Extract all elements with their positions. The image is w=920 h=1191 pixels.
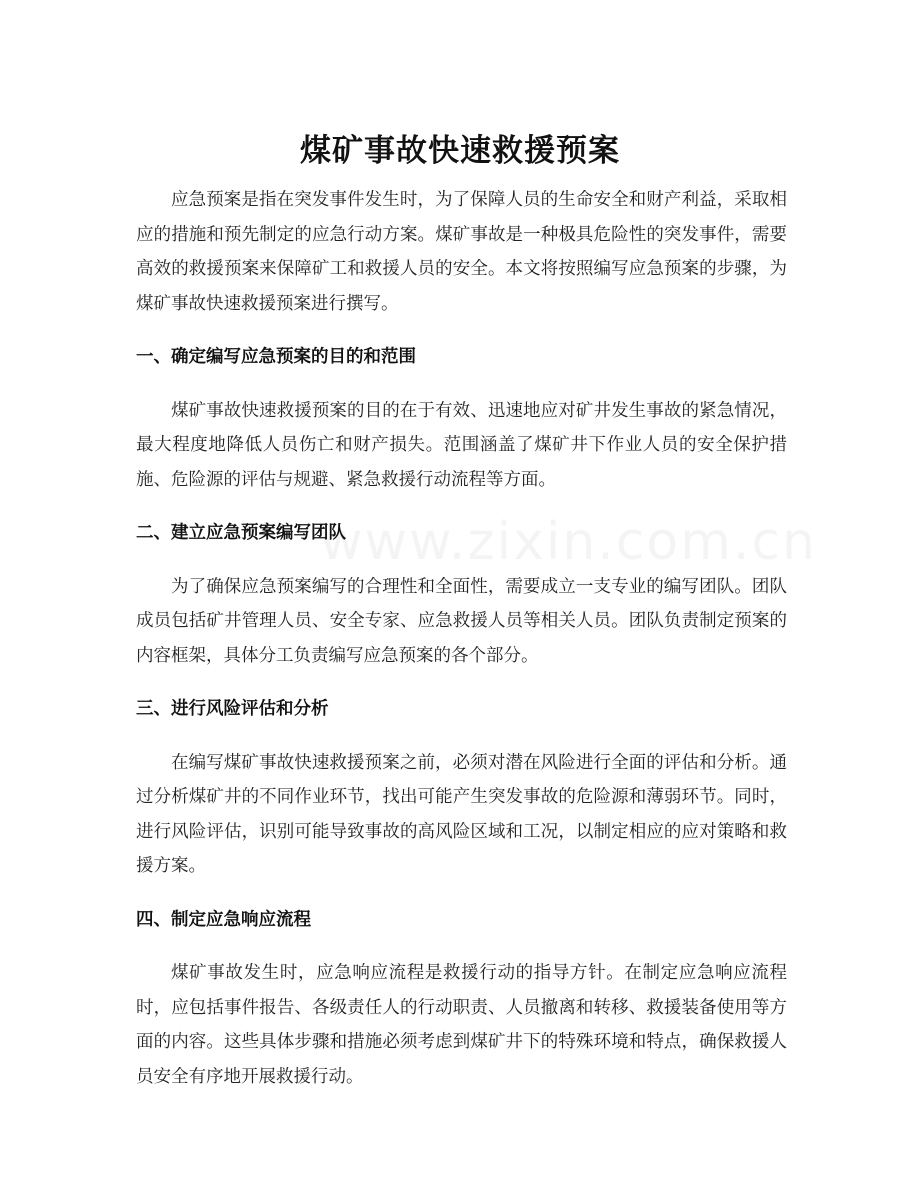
- section-3-heading: 三、进行风险评估和分析: [136, 699, 329, 719]
- document-body: [136, 183, 787, 1094]
- section-4-paragraph: 煤矿事故发生时，应急响应流程是救援行动的指导方针。在制定应急响应流程时，应包括事件报告、各级责任人的行动职责、人员撤离和转移、救援装备使用等方面的内容。这些具体步骤和措施必须考虑到煤矿井下的特殊环境和特点，确保救援人员安全有序地开展救援行动。: [136, 963, 787, 1087]
- section-1-paragraph: 煤矿事故快速救援预案的目的在于有效、迅速地应对矿井发生事故的紧急情况，最大程度地降低人员伤亡和财产损失。范围涵盖了煤矿井下作业人员的安全保护措施、危险源的评估与规避、紧急救援行动流程等方面。: [136, 400, 787, 490]
- document-title: 煤矿事故快速救援预案: [300, 132, 620, 169]
- section-4-heading: 四、制定应急响应流程: [136, 909, 311, 930]
- section-3-paragraph: 在编写煤矿事故快速救援预案之前，必须对潜在风险进行全面的评估和分析。通过分析煤矿井的不同作业环节，找出可能产生突发事故的危险源和薄弱环节。同时，进行风险评估，识别可能导致事故的高风险区域和工况，以制定相应的应对策略和救援方案。: [136, 752, 787, 876]
- intro-paragraph: 应急预案是指在突发事件发生时，为了保障人员的生命安全和财产利益，采取相应的措施和预先制定的应急行动方案。煤矿事故是一种极具危险性的突发事件，需要高效的救援预案来保障矿工和救援人员的安全。本文将按照编写应急预案的步骤，为煤矿事故快速救援预案进行撰写。: [136, 190, 787, 314]
- section-1-heading: 一、确定编写应急预案的目的和范围: [136, 347, 416, 367]
- section-2-heading: 二、建立应急预案编写团队: [136, 523, 346, 543]
- section-2-paragraph: 为了确保应急预案编写的合理性和全面性，需要成立一支专业的编写团队。团队成员包括矿井管理人员、安全专家、应急救援人员等相关人员。团队负责制定预案的内容框架，具体分工负责编写应急预案的各个部分。: [136, 576, 787, 666]
